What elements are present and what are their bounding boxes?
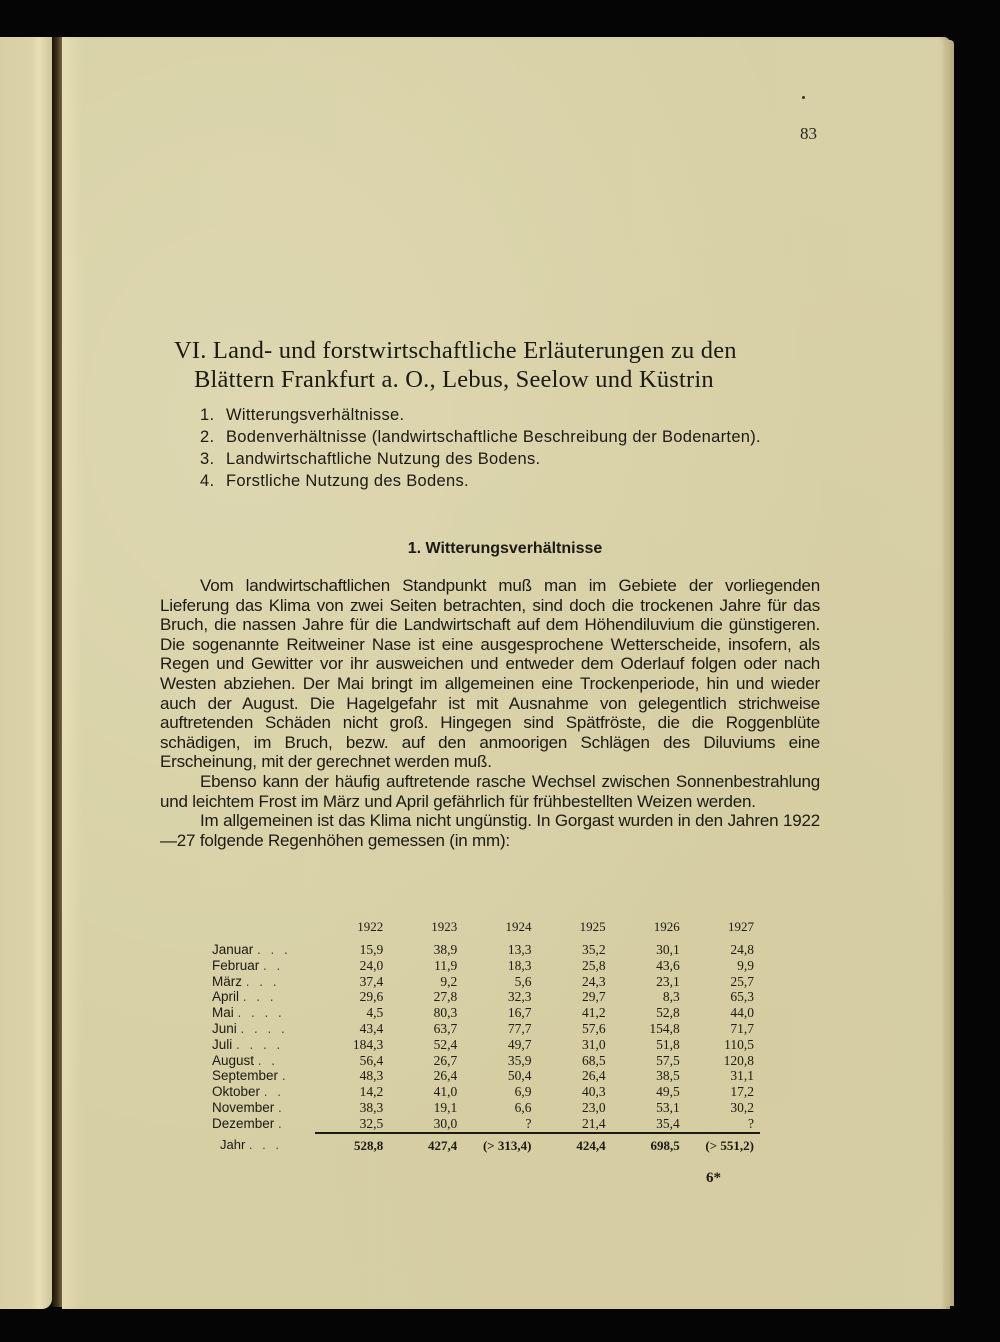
total-cell: 424,4 (538, 1133, 612, 1154)
rainfall-cell: 21,4 (581, 1115, 606, 1131)
year-header: 1925 (579, 919, 606, 934)
rainfall-cell: 29,6 (359, 989, 384, 1005)
rainfall-cell: 27,8 (433, 989, 458, 1005)
toc-item (200, 426, 840, 448)
paragraph: Im allgemeinen ist das Klima nicht ungünstig. In Gorgast wurden in den Jahren 1922—27 folgende Regenhöhen gemessen (in mm): (160, 811, 820, 850)
rainfall-cell: 154,8 (649, 1020, 680, 1036)
rainfall-cell: 50,4 (507, 1068, 532, 1084)
rainfall-cell: 14,2 (359, 1084, 384, 1100)
toc-item (200, 470, 840, 492)
rainfall-cell: 52,8 (656, 1005, 680, 1021)
rainfall-cell: 24,3 (581, 973, 606, 989)
rainfall-cell: 80,3 (433, 1005, 458, 1021)
month-label: Oktober . . (212, 1084, 285, 1100)
year-header: 1926 (653, 919, 680, 934)
toc-label: Bodenverhältnisse (landwirtschaftliche Beschreibung der Bodenarten). (226, 428, 761, 446)
rainfall-cell: 40,3 (581, 1084, 606, 1100)
rainfall-cell: 43,4 (359, 1020, 384, 1036)
rainfall-cell: 13,3 (507, 942, 532, 957)
total-label: Jahr . . . (220, 1137, 282, 1153)
toc-number: 4. (200, 472, 215, 490)
year-header: 1922 (357, 919, 384, 934)
paragraph: Ebenso kann der häufig auftretende rasche Wechsel zwischen Sonnenbestrahlung und leichtem Frost im März und April gefährlich für frühbestellten Weizen werden. (160, 771, 820, 811)
month-label: Februar . . (212, 957, 284, 973)
table-row (212, 1053, 760, 1069)
toc-label: Witterungsverhältnisse. (226, 406, 405, 424)
signature-mark: 6* (706, 1170, 721, 1186)
rainfall-cell: 26,4 (581, 1068, 606, 1084)
rainfall-cell: 52,4 (433, 1036, 458, 1052)
month-label: Januar . . . (212, 942, 291, 957)
rainfall-cell: 41,2 (581, 1005, 606, 1021)
month-label: Juli . . . . (212, 1036, 284, 1052)
toc-item (200, 404, 840, 426)
chapter-title (174, 336, 834, 394)
rainfall-cell: 25,8 (581, 957, 606, 973)
rainfall-cell: 43,6 (656, 957, 680, 973)
rainfall-cell: 31,1 (730, 1068, 754, 1084)
rainfall-cell: 30,0 (433, 1115, 458, 1131)
month-label: Dezember . (212, 1116, 285, 1132)
rainfall-cell: 32,5 (359, 1115, 384, 1131)
rainfall-cell: 25,7 (730, 973, 754, 989)
table-row (212, 1037, 760, 1053)
rainfall-cell: 51,8 (656, 1036, 680, 1052)
toc-number: 2. (200, 428, 215, 446)
rainfall-cell: 57,6 (581, 1020, 606, 1036)
table-row (212, 958, 760, 974)
rainfall-cell: 110,5 (724, 1036, 754, 1052)
month-label: März . . . (212, 973, 280, 989)
rainfall-cell: 57,5 (656, 1052, 680, 1068)
rainfall-cell: 26,7 (433, 1052, 458, 1068)
rainfall-cell: 9,2 (440, 973, 458, 989)
month-label: Juni . . . . (212, 1020, 288, 1036)
year-header: 1923 (431, 919, 458, 934)
table-row (212, 942, 760, 958)
year-header: 1927 (728, 919, 754, 934)
rainfall-cell: 41,0 (433, 1084, 458, 1100)
month-label: September . (212, 1068, 289, 1084)
rainfall-table (212, 918, 760, 1153)
rainfall-cell: 49,5 (656, 1084, 680, 1100)
body-text (160, 576, 820, 850)
rainfall-cell: 30,2 (730, 1099, 754, 1115)
rainfall-cell: 35,9 (507, 1052, 532, 1068)
rainfall-cell: 120,8 (723, 1052, 754, 1068)
toc-number: 3. (200, 450, 215, 468)
rainfall-cell: 4,5 (366, 1005, 384, 1021)
table-total-row (212, 1133, 760, 1154)
rainfall-cell: 6,6 (514, 1099, 532, 1115)
rainfall-cell: 44,0 (730, 1005, 754, 1021)
rainfall-cell: 24,0 (359, 957, 384, 973)
table-row (212, 1068, 760, 1084)
rainfall-cell: 26,4 (433, 1068, 458, 1084)
toc-number: 1. (200, 406, 215, 424)
rainfall-cell: 24,8 (730, 942, 754, 957)
rainfall-cell: 8,3 (662, 989, 680, 1005)
rainfall-cell: 53,1 (656, 1099, 680, 1115)
rainfall-cell: 49,7 (507, 1036, 532, 1052)
paragraph: Vom landwirtschaftlichen Standpunkt muß man im Gebiete der vorliegenden Lieferung das Klima von zwei Seiten betrachten, sind doch die trockenen Jahre für das Bruch, die nassen Jahre für die Landwirtschaft auf dem Höhendiluvium die günstigeren. Die sogenannte Reitweiner Nase ist eine ausgesprochene Wetterscheide, insofern, als Regen und Gewitter vor ihr ausweichen und entweder dem Oderlauf folgen oder nach Westen abziehen. Der Mai bringt im allgemeinen eine Trockenperiode, hin und wieder auch der August. Die Hagelgefahr ist mit Ausnahme von gelegentlich strichweise auftretenden Schäden nicht groß. Hingegen sind Spätfröste, die die Roggenblüte schädigen, im Bruch, bezw. auf den anmoorigen Schlägen des Diluviums eine Erscheinung, mit der gerechnet werden muß. (160, 576, 820, 772)
chapter-title-line2: Blättern Frankfurt a. O., Lebus, Seelow und Küstrin (194, 366, 714, 393)
rainfall-cell: 48,3 (359, 1068, 384, 1084)
total-cell: 427,4 (389, 1133, 463, 1154)
rainfall-cell: 5,6 (514, 973, 532, 989)
total-cell: (> 551,2) (686, 1133, 760, 1154)
rainfall-cell: 65,3 (730, 989, 754, 1005)
rainfall-cell: 56,4 (359, 1052, 384, 1068)
table-header-row (212, 918, 760, 942)
table-row (212, 1084, 760, 1100)
table-row (212, 1100, 760, 1116)
rainfall-cell: 9,9 (737, 957, 754, 973)
rainfall-cell: ? (525, 1115, 532, 1131)
total-cell: 698,5 (612, 1133, 686, 1154)
chapter-title-line1: VI. Land- und forstwirtschaftliche Erläuterungen zu den (174, 337, 737, 364)
table-row (212, 989, 760, 1005)
toc-label: Landwirtschaftliche Nutzung des Bodens. (226, 450, 541, 468)
rainfall-cell: 31,0 (581, 1036, 606, 1052)
rainfall-cell: 38,5 (656, 1068, 680, 1084)
rainfall-cell: 77,7 (507, 1020, 532, 1036)
rainfall-cell: 16,7 (507, 1005, 532, 1021)
total-cell: 528,8 (315, 1133, 389, 1154)
table-row (212, 1005, 760, 1021)
rainfall-cell: 23,1 (656, 973, 680, 989)
rainfall-cell: 18,3 (507, 957, 532, 973)
section-heading: 1. Witterungsverhältnisse (407, 540, 603, 557)
table-row (212, 974, 760, 990)
rainfall-cell: 63,7 (433, 1020, 458, 1036)
corner-cell (212, 918, 315, 942)
page-stack-edge (946, 40, 954, 1306)
month-label: April . . . (212, 989, 277, 1005)
month-label: November . (212, 1099, 285, 1115)
rainfall-cell: 184,3 (352, 1036, 384, 1052)
facing-page-edge (0, 37, 52, 1309)
rainfall-cell: 29,7 (581, 989, 606, 1005)
rainfall-cell: 71,7 (730, 1020, 754, 1036)
rainfall-cell: 23,0 (581, 1099, 606, 1115)
page-number: 83 (800, 124, 817, 143)
rainfall-cell: 17,2 (730, 1084, 754, 1100)
toc-item (200, 448, 840, 470)
rainfall-cell: ? (748, 1115, 754, 1131)
rainfall-cell: 11,9 (434, 957, 458, 973)
rainfall-cell: 32,3 (507, 989, 532, 1005)
year-header: 1924 (505, 919, 532, 934)
rainfall-cell: 35,2 (581, 942, 606, 957)
total-cell: (> 313,4) (463, 1133, 537, 1154)
rainfall-cell: 38,9 (433, 942, 458, 957)
rainfall-cell: 15,9 (359, 942, 384, 957)
month-label: August . . (212, 1052, 279, 1068)
rainfall-cell: 37,4 (359, 973, 384, 989)
table-row (212, 1021, 760, 1037)
rainfall-cell: 19,1 (433, 1099, 458, 1115)
rainfall-cell: 35,4 (656, 1115, 680, 1131)
rainfall-cell: 6,9 (514, 1084, 532, 1100)
chapter-contents-list (200, 404, 840, 492)
month-label: Mai . . . . (212, 1005, 285, 1021)
rainfall-cell: 38,3 (359, 1099, 384, 1115)
table-row (212, 1116, 760, 1133)
rainfall-cell: 30,1 (656, 942, 680, 957)
rainfall-cell: 68,5 (581, 1052, 606, 1068)
paper-speck (802, 96, 805, 99)
toc-label: Forstliche Nutzung des Bodens. (226, 472, 469, 490)
